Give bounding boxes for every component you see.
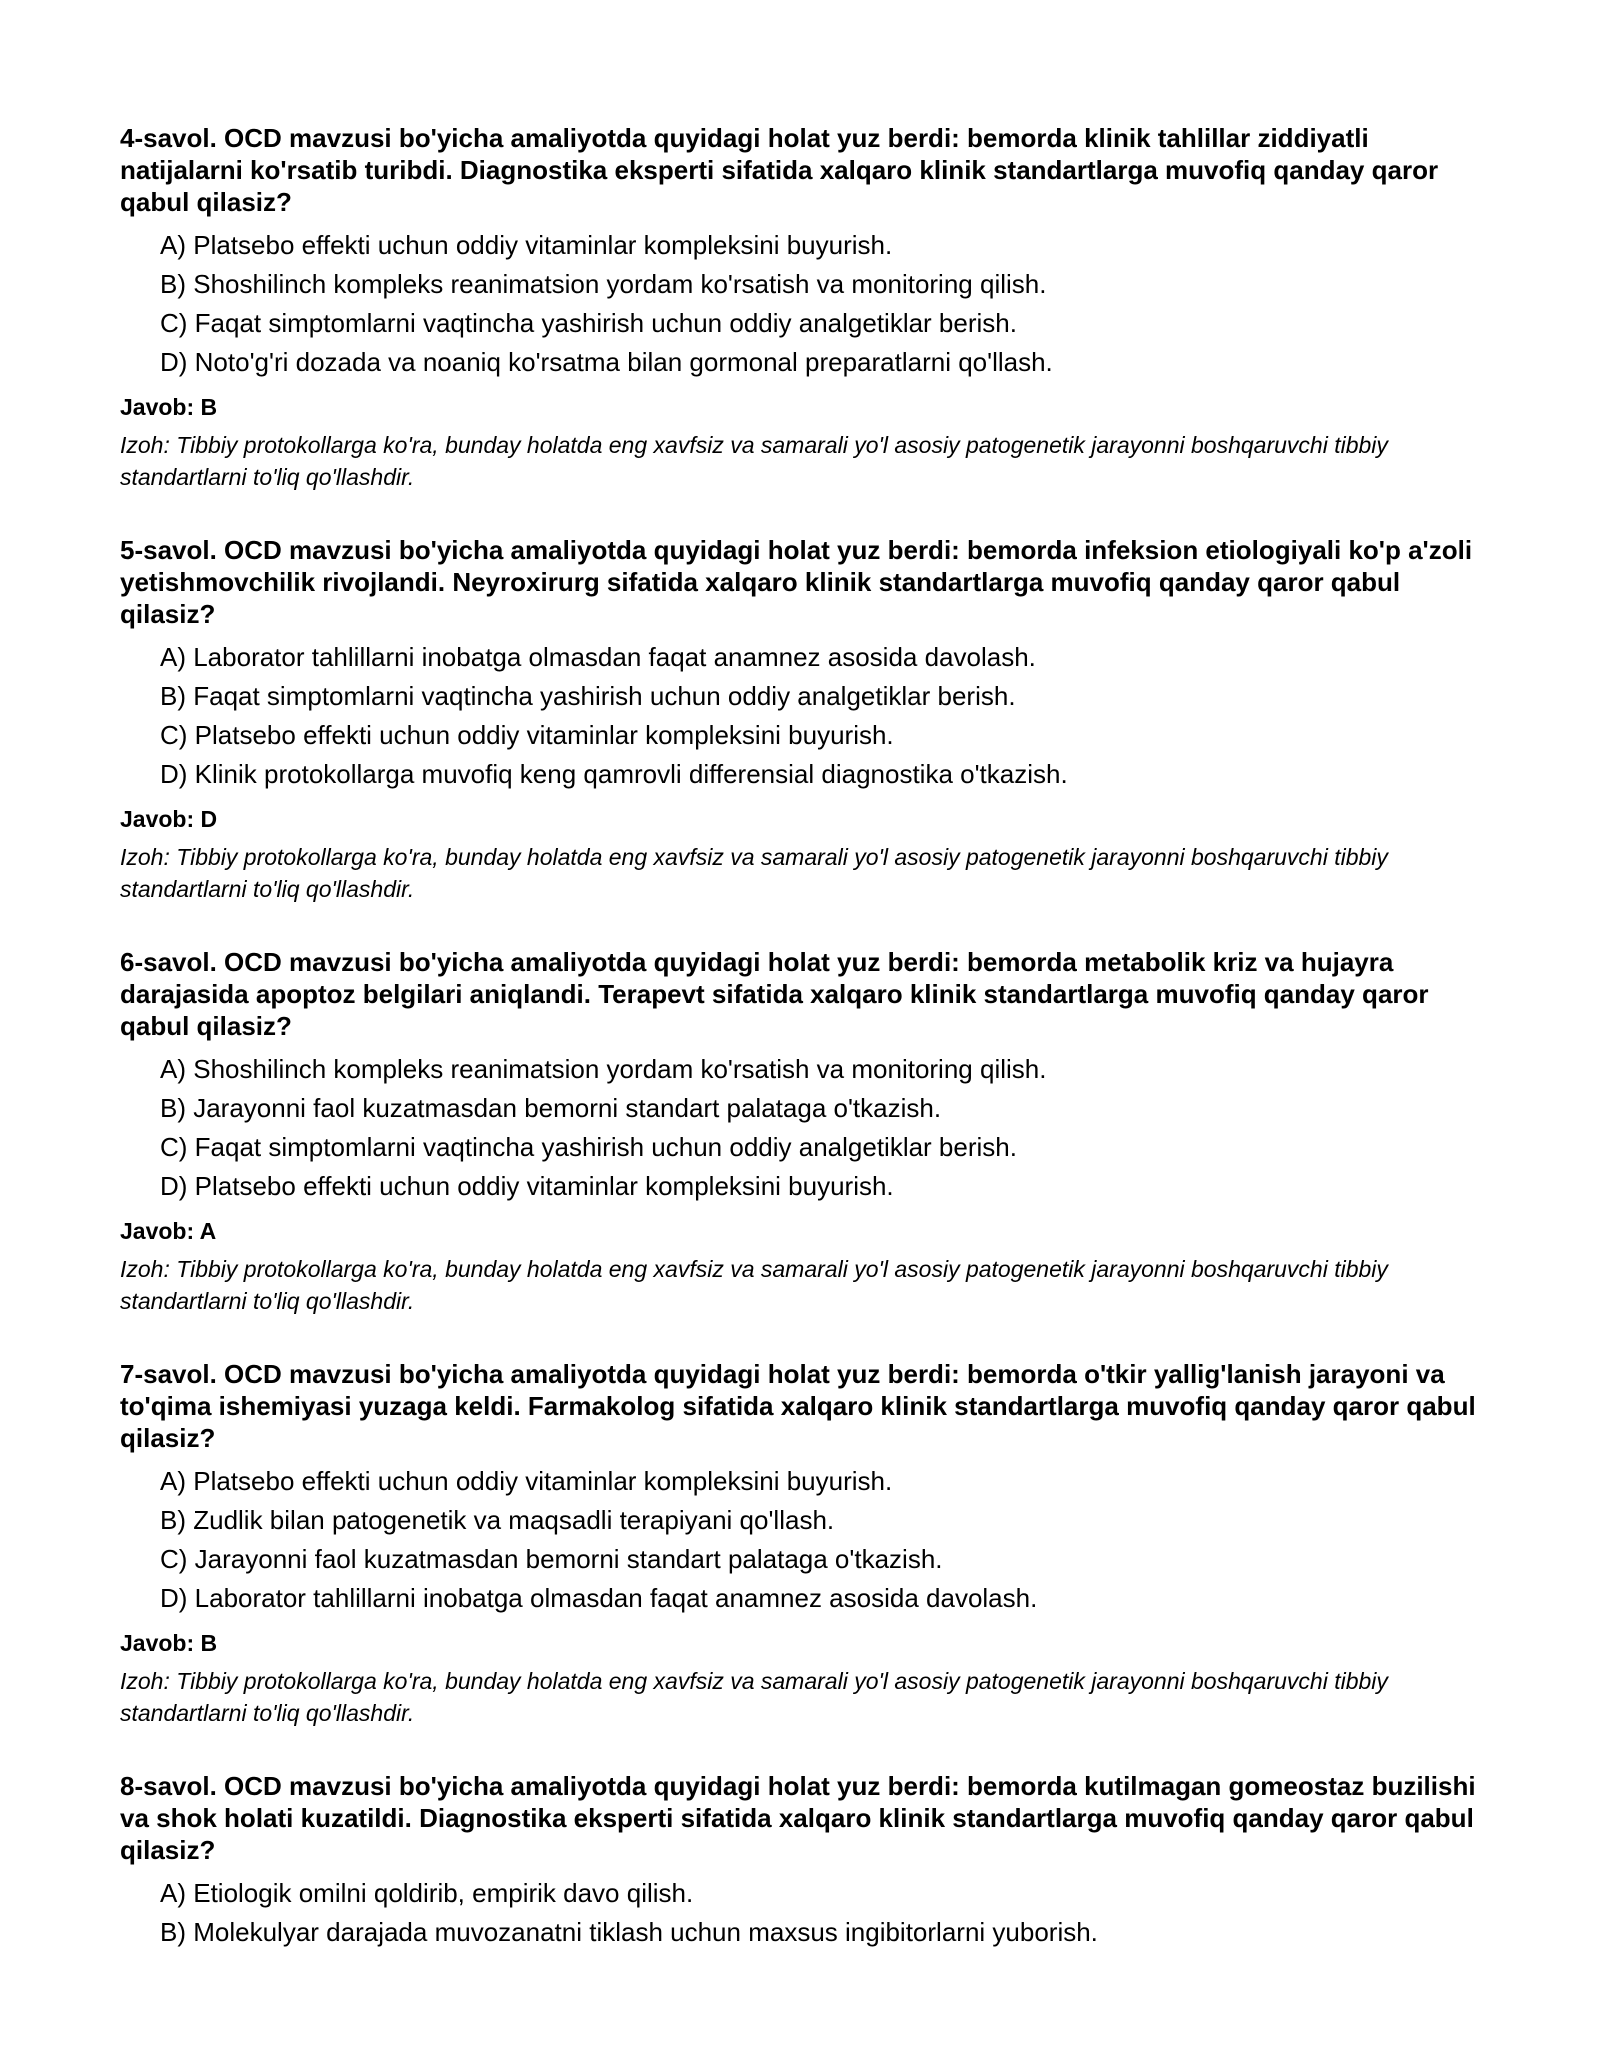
option-list	[120, 1874, 1490, 1952]
answer: Javob: B	[120, 394, 218, 420]
question-8	[120, 1770, 1490, 1952]
question-7	[120, 1358, 1490, 1729]
option-list	[120, 1050, 1490, 1206]
option-c: C) Platsebo effekti uchun oddiy vitaminlar kompleksini buyurish.	[160, 720, 894, 750]
question-title: 8-savol. OCD mavzusi bo'yicha amaliyotda quyidagi holat yuz berdi: bemorda kutilmagan gomeostaz buzilishi va shok holati kuzatildi. Diagnostika eksperti sifatida xalqaro klinik standartlarga muvofiq qanday qaror qabul qilasiz?	[120, 1771, 1476, 1865]
option-b: B) Shoshilinch kompleks reanimatsion yordam ko'rsatish va monitoring qilish.	[160, 269, 1047, 299]
answer: Javob: D	[120, 806, 218, 832]
option-c: C) Faqat simptomlarni vaqtincha yashirish uchun oddiy analgetiklar berish.	[160, 1132, 1017, 1162]
option-list	[120, 226, 1490, 382]
option-a: A) Laborator tahlillarni inobatga olmasdan faqat anamnez asosida davolash.	[160, 642, 1036, 672]
document-page	[120, 122, 1490, 1993]
answer: Javob: B	[120, 1630, 218, 1656]
explanation: Izoh: Tibbiy protokollarga ko'ra, bunday holatda eng xavfsiz va samarali yo'l asosiy patogenetik jarayonni boshqaruvchi tibbiy standartlarni to'liq qo'llashdir.	[120, 1668, 1388, 1726]
option-b: B) Molekulyar darajada muvozanatni tiklash uchun maxsus ingibitorlarni yuborish.	[160, 1917, 1098, 1947]
question-4	[120, 122, 1490, 493]
option-b: B) Jarayonni faol kuzatmasdan bemorni standart palataga o'tkazish.	[160, 1093, 942, 1123]
option-d: D) Laborator tahlillarni inobatga olmasdan faqat anamnez asosida davolash.	[160, 1583, 1038, 1613]
explanation: Izoh: Tibbiy protokollarga ko'ra, bunday holatda eng xavfsiz va samarali yo'l asosiy patogenetik jarayonni boshqaruvchi tibbiy standartlarni to'liq qo'llashdir.	[120, 844, 1388, 902]
option-d: D) Platsebo effekti uchun oddiy vitaminlar kompleksini buyurish.	[160, 1171, 894, 1201]
option-d: D) Klinik protokollarga muvofiq keng qamrovli differensial diagnostika o'tkazish.	[160, 759, 1068, 789]
option-a: A) Shoshilinch kompleks reanimatsion yordam ko'rsatish va monitoring qilish.	[160, 1054, 1047, 1084]
option-c: C) Faqat simptomlarni vaqtincha yashirish uchun oddiy analgetiklar berish.	[160, 308, 1017, 338]
question-title: 7-savol. OCD mavzusi bo'yicha amaliyotda quyidagi holat yuz berdi: bemorda o'tkir yallig'lanish jarayoni va to'qima ishemiyasi yuzaga keldi. Farmakolog sifatida xalqaro klinik standartlarga muvofiq qanday qaror qabul qilasiz?	[120, 1359, 1476, 1453]
option-b: B) Zudlik bilan patogenetik va maqsadli terapiyani qo'llash.	[160, 1505, 835, 1535]
option-a: A) Platsebo effekti uchun oddiy vitaminlar kompleksini buyurish.	[160, 230, 893, 260]
option-d: D) Noto'g'ri dozada va noaniq ko'rsatma bilan gormonal preparatlarni qo'llash.	[160, 347, 1053, 377]
question-title: 5-savol. OCD mavzusi bo'yicha amaliyotda quyidagi holat yuz berdi: bemorda infeksion etiologiyali ko'p a'zoli yetishmovchilik rivojlandi. Neyroxirurg sifatida xalqaro klinik standartlarga muvofiq qanday qaror qabul qilasiz?	[120, 535, 1473, 629]
question-title: 6-savol. OCD mavzusi bo'yicha amaliyotda quyidagi holat yuz berdi: bemorda metabolik kriz va hujayra darajasida apoptoz belgilari aniqlandi. Terapevt sifatida xalqaro klinik standartlarga muvofiq qanday qaror qabul qilasiz?	[120, 947, 1429, 1041]
explanation: Izoh: Tibbiy protokollarga ko'ra, bunday holatda eng xavfsiz va samarali yo'l asosiy patogenetik jarayonni boshqaruvchi tibbiy standartlarni to'liq qo'llashdir.	[120, 1256, 1388, 1314]
question-5	[120, 534, 1490, 905]
question-title: 4-savol. OCD mavzusi bo'yicha amaliyotda quyidagi holat yuz berdi: bemorda klinik tahlillar ziddiyatli natijalarni ko'rsatib turibdi. Diagnostika eksperti sifatida xalqaro klinik standartlarga muvofiq qanday qaror qabul qilasiz?	[120, 123, 1439, 217]
option-a: A) Platsebo effekti uchun oddiy vitaminlar kompleksini buyurish.	[160, 1466, 893, 1496]
explanation: Izoh: Tibbiy protokollarga ko'ra, bunday holatda eng xavfsiz va samarali yo'l asosiy patogenetik jarayonni boshqaruvchi tibbiy standartlarni to'liq qo'llashdir.	[120, 432, 1388, 490]
option-list	[120, 638, 1490, 794]
option-a: A) Etiologik omilni qoldirib, empirik davo qilish.	[160, 1878, 694, 1908]
option-c: C) Jarayonni faol kuzatmasdan bemorni standart palataga o'tkazish.	[160, 1544, 943, 1574]
answer: Javob: A	[120, 1218, 217, 1244]
question-6	[120, 946, 1490, 1317]
option-b: B) Faqat simptomlarni vaqtincha yashirish uchun oddiy analgetiklar berish.	[160, 681, 1016, 711]
option-list	[120, 1462, 1490, 1618]
